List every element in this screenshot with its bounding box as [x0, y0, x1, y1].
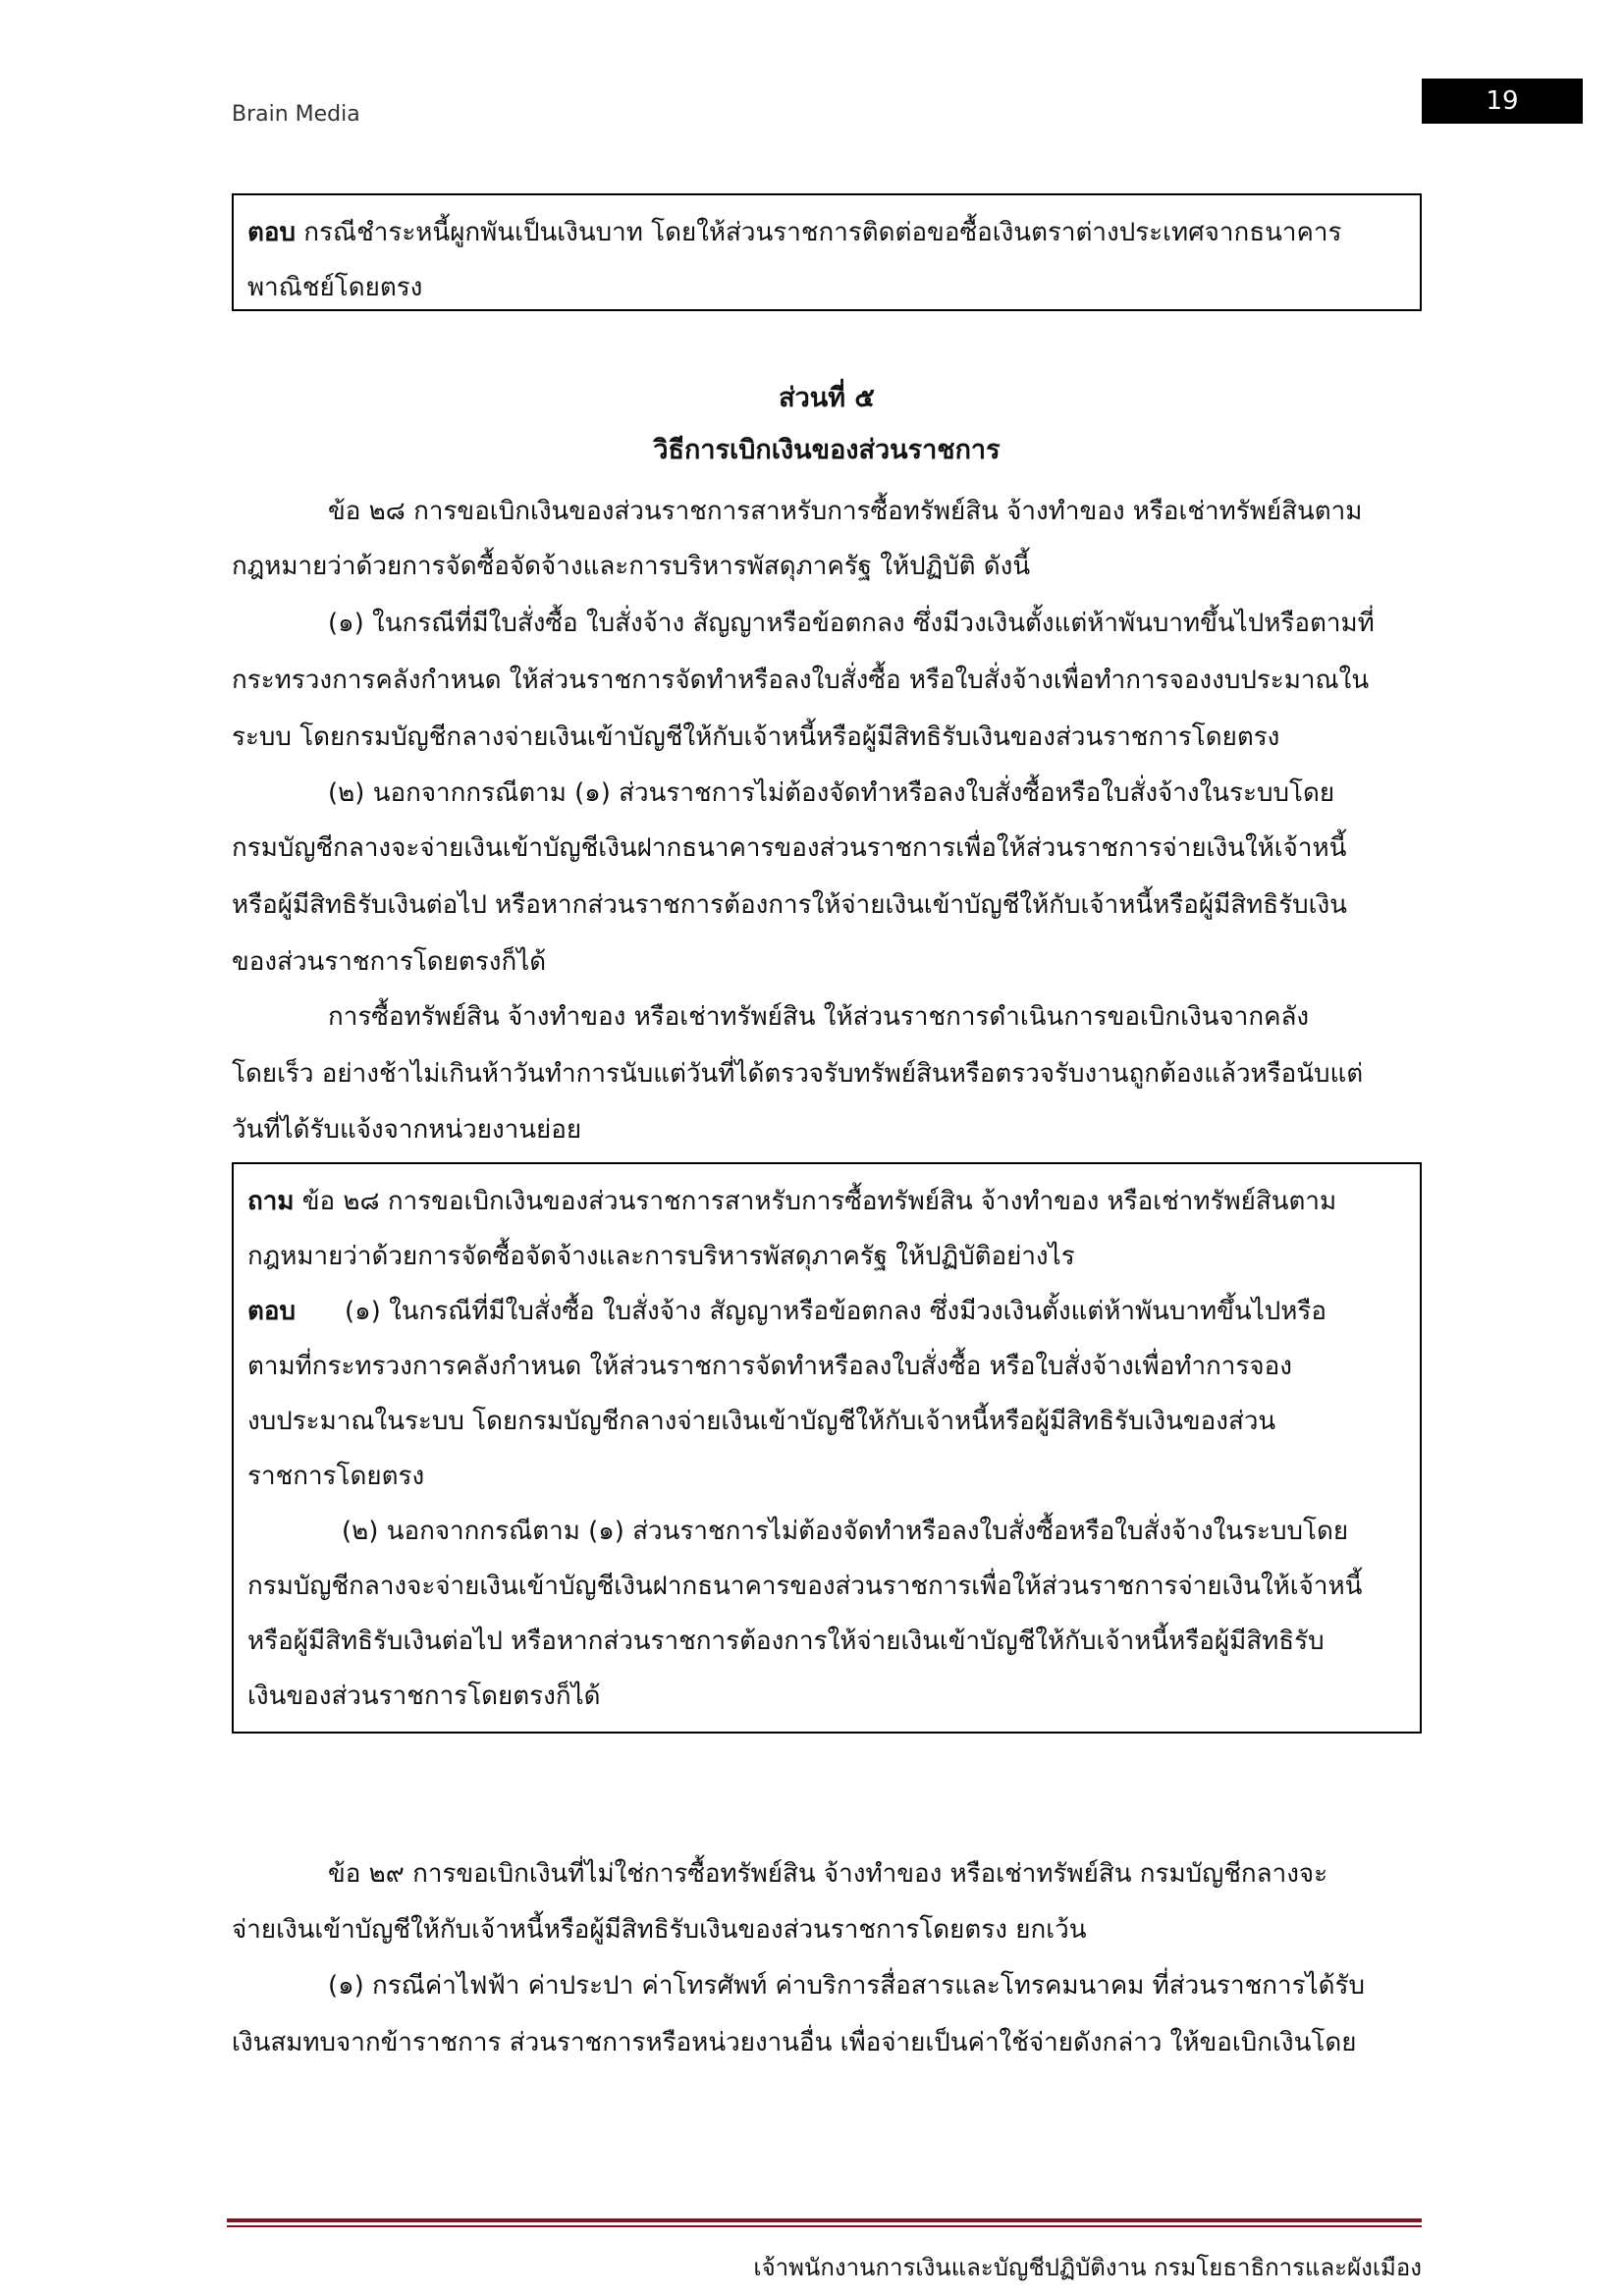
answer-box [232, 193, 1422, 311]
paragraph-line: การซื้อทรัพย์สิน จ้างทำของ หรือเช่าทรัพย์สิน ให้ส่วนราชการดำเนินการขอเบิกเงินจากคลัง [328, 1002, 1310, 1032]
paragraph-line: กฎหมายว่าด้วยการจัดซื้อจัดจ้างและการบริหารพัสดุภาครัฐ ให้ปฏิบัติ ดังนี้ [232, 552, 1031, 581]
paragraph-line: เงินสมทบจากข้าราชการ ส่วนราชการหรือหน่วยงานอื่น เพื่อจ่ายเป็นค่าใช้จ่ายดังกล่าว ให้ขอเบิกเงินโดย [232, 2028, 1357, 2057]
paragraph-line: ข้อ ๒๙ การขอเบิกเงินที่ไม่ใช่การซื้อทรัพย์สิน จ้างทำของ หรือเช่าทรัพย์สิน กรมบัญชีกลางจะ [328, 1859, 1328, 1889]
answer-line: งบประมาณในระบบ โดยกรมบัญชีกลางจ่ายเงินเข้าบัญชีให้กับเจ้าหนี้หรือผู้มีสิทธิรับเงินของส่วน [247, 1407, 1276, 1436]
answer-line: กรมบัญชีกลางจะจ่ายเงินเข้าบัญชีเงินฝากธนาคารของส่วนราชการเพื่อให้ส่วนราชการจ่ายเงินให้เจ้าหนี้ [247, 1572, 1363, 1601]
answer-label: ตอบ [247, 1297, 297, 1326]
answer-line: กรณีชำระหนี้ผูกพันเป็นเงินบาท โดยให้ส่วนราชการติดต่อขอซื้อเงินตราต่างประเทศจากธนาคาร [296, 218, 1342, 247]
section-subtitle: วิธีการเบิกเงินของส่วนราชการ [653, 435, 1001, 465]
page-number: 19 [1422, 79, 1583, 124]
answer-line: เงินของส่วนราชการโดยตรงก็ได้ [247, 1682, 601, 1711]
section-title: ส่วนที่ ๕ [779, 383, 875, 413]
question-label: ถาม [247, 1187, 295, 1216]
paragraph-line: ข้อ ๒๘ การขอเบิกเงินของส่วนราชการสาหรับการซื้อทรัพย์สิน จ้างทำของ หรือเช่าทรัพย์สินตาม [328, 497, 1363, 526]
footer-divider [227, 2218, 1422, 2222]
footer-department: เจ้าพนักงานการเงินและบัญชีปฏิบัติงาน กรมโยธาธิการและผังเมือง [753, 2254, 1422, 2281]
paragraph-line: จ่ายเงินเข้าบัญชีให้กับเจ้าหนี้หรือผู้มีสิทธิรับเงินของส่วนราชการโดยตรง ยกเว้น [232, 1915, 1087, 1945]
header-brand: Brain Media [232, 102, 360, 127]
paragraph-line: กรมบัญชีกลางจะจ่ายเงินเข้าบัญชีเงินฝากธนาคารของส่วนราชการเพื่อให้ส่วนราชการจ่ายเงินให้เจ้าหนี้ [232, 833, 1347, 863]
qa-box [232, 1162, 1422, 1734]
answer-line: (๒) นอกจากกรณีตาม (๑) ส่วนราชการไม่ต้องจัดทำหรือลงใบสั่งซื้อหรือใบสั่งจ้างในระบบโดย [342, 1517, 1349, 1546]
paragraph-line: โดยเร็ว อย่างช้าไม่เกินห้าวันทำการนับแต่วันที่ได้ตรวจรับทรัพย์สินหรือตรวจรับงานถูกต้องแล้วหรือนับแต่ [232, 1059, 1364, 1089]
answer-line: หรือผู้มีสิทธิรับเงินต่อไป หรือหากส่วนราชการต้องการให้จ่ายเงินเข้าบัญชีให้กับเจ้าหนี้หรือผู้มีสิทธิรับ [247, 1627, 1325, 1656]
answer-label: ตอบ [247, 218, 297, 247]
paragraph-line: หรือผู้มีสิทธิรับเงินต่อไป หรือหากส่วนราชการต้องการให้จ่ายเงินเข้าบัญชีให้กับเจ้าหนี้หรือผู้มีสิทธิรับเงิน [232, 890, 1347, 920]
paragraph-line: กระทรวงการคลังกำหนด ให้ส่วนราชการจัดทำหรือลงใบสั่งซื้อ หรือใบสั่งจ้างเพื่อทำการจองงบประมาณใน [232, 666, 1370, 695]
answer-line: พาณิชย์โดยตรง [247, 273, 423, 302]
paragraph-line: (๒) นอกจากกรณีตาม (๑) ส่วนราชการไม่ต้องจัดทำหรือลงใบสั่งซื้อหรือใบสั่งจ้างในระบบโดย [328, 778, 1335, 808]
footer-divider [227, 2225, 1422, 2227]
paragraph-line: ระบบ โดยกรมบัญชีกลางจ่ายเงินเข้าบัญชีให้กับเจ้าหนี้หรือผู้มีสิทธิรับเงินของส่วนราชการโดยตรง [232, 722, 1280, 752]
question-line: ข้อ ๒๘ การขอเบิกเงินของส่วนราชการสาหรับการซื้อทรัพย์สิน จ้างทำของ หรือเช่าทรัพย์สินตาม [294, 1187, 1337, 1216]
paragraph-line: (๑) ในกรณีที่มีใบสั่งซื้อ ใบสั่งจ้าง สัญญาหรือข้อตกลง ซึ่งมีวงเงินตั้งแต่ห้าพันบาทขึ้นไปหรือตามที่ [328, 609, 1375, 638]
question-line: กฎหมายว่าด้วยการจัดซื้อจัดจ้างและการบริหารพัสดุภาครัฐ ให้ปฏิบัติอย่างไร [247, 1242, 1075, 1271]
paragraph-line: วันที่ได้รับแจ้งจากหน่วยงานย่อย [232, 1115, 582, 1145]
answer-line: (๑) ในกรณีที่มีใบสั่งซื้อ ใบสั่งจ้าง สัญญาหรือข้อตกลง ซึ่งมีวงเงินตั้งแต่ห้าพันบาทขึ้นไปหรือ [345, 1297, 1326, 1326]
paragraph-line: (๑) กรณีค่าไฟฟ้า ค่าประปา ค่าโทรศัพท์ ค่าบริการสื่อสารและโทรคมนาคม ที่ส่วนราชการได้รับ [328, 1971, 1365, 2001]
answer-line: ราชการโดยตรง [247, 1462, 425, 1491]
answer-line: ตามที่กระทรวงการคลังกำหนด ให้ส่วนราชการจัดทำหรือลงใบสั่งซื้อ หรือใบสั่งจ้างเพื่อทำการจอง [247, 1352, 1292, 1381]
paragraph-line: ของส่วนราชการโดยตรงก็ได้ [232, 947, 547, 977]
